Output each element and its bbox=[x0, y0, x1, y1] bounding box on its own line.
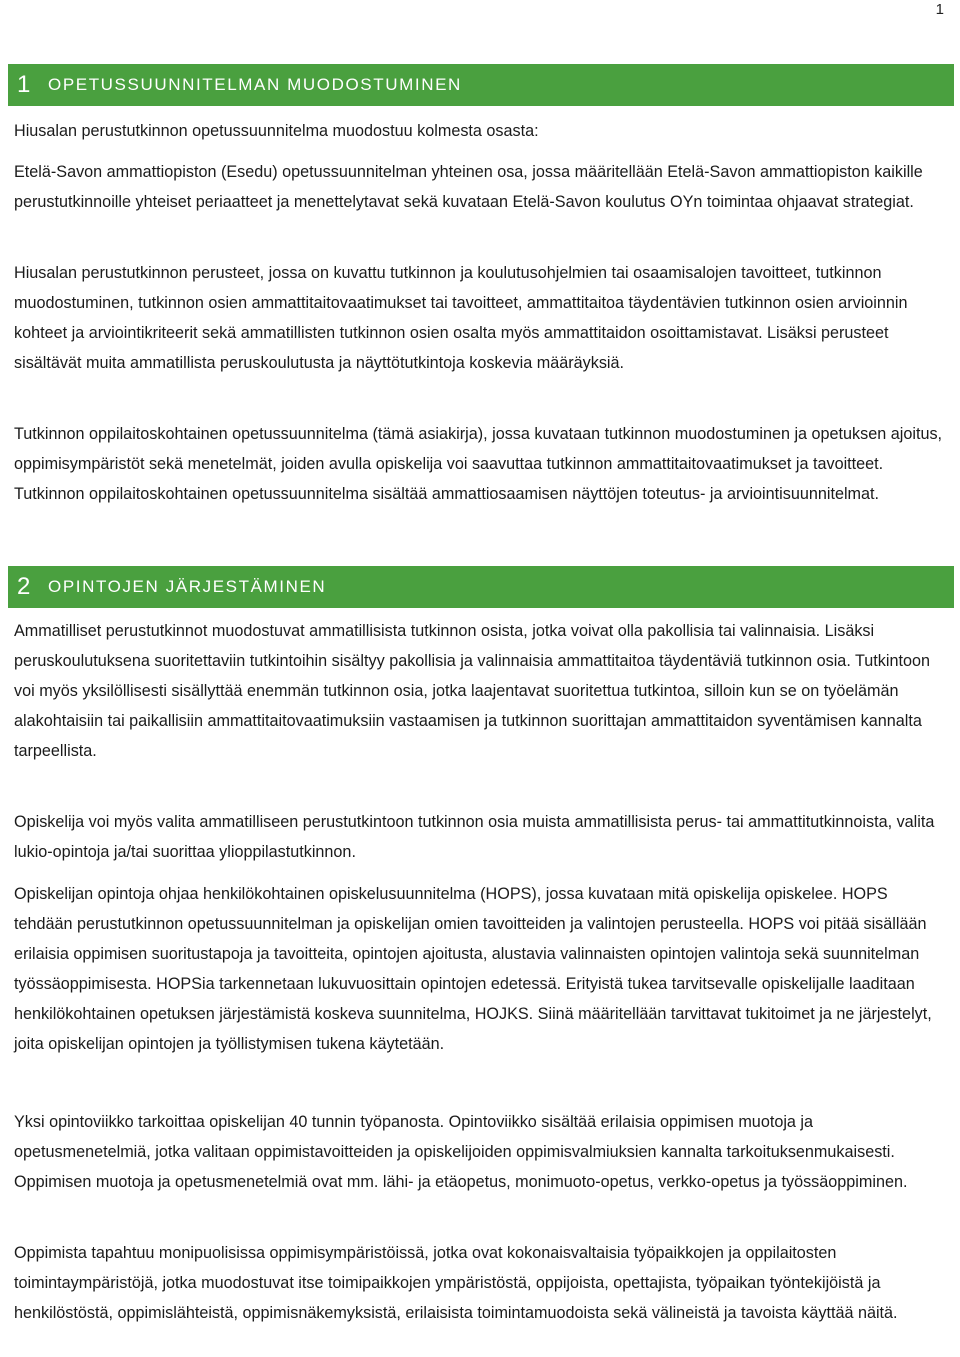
paragraph: Tutkinnon oppilaitoskohtainen opetussuunnitelma (tämä asiakirja), jossa kuvataan tutkinnon muodostuminen ja opetuksen ajoitus, oppimisympäristöt sekä menetelmät, joiden avulla opiskelija voi saavuttaa tutkinnon ammattitaitovaatimukset ja tavoitteet. Tutkinnon oppilaitoskohtainen opetussuunnitelma sisältää ammattiosaamisen näyttöjen toteutus- ja arviointisuunnitelmat. bbox=[14, 425, 943, 503]
section-title: OPINTOJEN JÄRJESTÄMINEN bbox=[48, 577, 327, 596]
section-title: OPETUSSUUNNITELMAN MUODOSTUMINEN bbox=[48, 75, 462, 94]
paragraph: Opiskelijan opintoja ohjaa henkilökohtainen opiskelusuunnitelma (HOPS), jossa kuvataan mitä opiskelija opiskelee. HOPS tehdään perustutkinnon opetussuunnitelman ja opiskelijan omien tavoitteiden ja valintojen perusteella. HOPS voi pitää sisällään erilaisia oppimisen suoritustapoja ja tavoitteita, opintojen ajoitusta, alustavia valinnaisten opintojen valintoja sekä suunnitelman työssäoppimisesta. HOPSia tarkennetaan lukuvuosittain opintojen edetessä. Erityistä tukea tarvitsevalle opiskelijalle laaditaan henkilökohtainen opetuksen järjestämistä koskeva suunnitelma, HOJKS. Siinä määritellään tarvittavat tukitoimet ja ne järjestelyt, joita opiskelijan opintojen ja työllistymisen tukena käytetään. bbox=[14, 885, 932, 1053]
page-number: 1 bbox=[935, 1, 944, 18]
section-heading-1 bbox=[8, 64, 954, 106]
paragraph: Opiskelija voi myös valita ammatilliseen perustutkintoon tutkinnon osia muista ammatillisista perus- tai ammattitutkinnoista, valita lukio-opintoja ja/tai suorittaa ylioppilastutkinnon. bbox=[14, 813, 935, 861]
section-number: 1 bbox=[17, 71, 31, 98]
paragraph: Hiusalan perustutkinnon opetussuunnitelma muodostuu kolmesta osasta: bbox=[14, 122, 539, 140]
section-heading-2 bbox=[8, 566, 954, 608]
paragraph: Ammatilliset perustutkinnot muodostuvat ammatillisista tutkinnon osista, jotka voivat olla pakollisia tai valinnaisia. Lisäksi peruskoulutuksena suoritettaviin tutkintoihin sisältyy pakollisia ja valinnaisia ammattitaitoa täydentäviä tutkinnon osia. Tutkintoon voi myös yksilöllisesti sisällyttää enemmän tutkinnon osia, jotka laajentavat suoritettua tutkintoa, silloin kun se on työelämän alakohtaisiin tai paikallisiin ammattitaitovaatimuksiin vastaamisen ja tutkinnon suorittajan ammattitaidon syventämisen kannalta tarpeellista. bbox=[14, 622, 930, 760]
paragraph: Yksi opintoviikko tarkoittaa opiskelijan 40 tunnin työpanosta. Opintoviikko sisältää erilaisia oppimisen muotoja ja opetusmenetelmiä, jotka valitaan oppimistavoitteiden ja opiskelijoiden oppimisvalmiuksien kannalta tarkoituksenmukaisesti. Oppimisen muotoja ja opetusmenetelmiä ovat mm. lähi- ja etäopetus, monimuoto-opetus, verkko-opetus ja työssäoppiminen. bbox=[14, 1113, 908, 1191]
paragraph: Etelä-Savon ammattiopiston (Esedu) opetussuunnitelman yhteinen osa, jossa määritellään Etelä-Savon ammattiopiston kaikille perustutkinnoille yhteiset periaatteet ja menettelytavat sekä kuvataan Etelä-Savon koulutus OYn toimintaa ohjaavat strategiat. bbox=[14, 163, 923, 211]
paragraph: Oppimista tapahtuu monipuolisissa oppimisympäristöissä, jotka ovat kokonaisvaltaisia työpaikkojen ja oppilaitosten toimintaympäristöjä, jotka muodostuvat itse toimipaikkojen ympäristöstä, oppijoista, opettajista, työpaikan työntekijöistä ja henkilöstöstä, oppimislähteistä, oppimisnäkemyksistä, erilaisista toimintamuodoista sekä välineistä ja tavoista käyttää näitä. bbox=[14, 1244, 898, 1322]
paragraph: Hiusalan perustutkinnon perusteet, jossa on kuvattu tutkinnon ja koulutusohjelmien tai osaamisalojen tavoitteet, tutkinnon muodostuminen, tutkinnon osien ammattitaitovaatimukset tai tavoitteet, ammattitaitoa täydentävien tutkinnon osien arvioinnin kohteet ja arviointikriteerit sekä ammatillisten tutkinnon osien osalta myös ammattitaidon osoittamistavat. Lisäksi perusteet sisältävät muita ammatillista peruskoulutusta ja näyttötutkintoja koskevia määräyksiä. bbox=[14, 264, 908, 372]
section-number: 2 bbox=[17, 573, 31, 600]
